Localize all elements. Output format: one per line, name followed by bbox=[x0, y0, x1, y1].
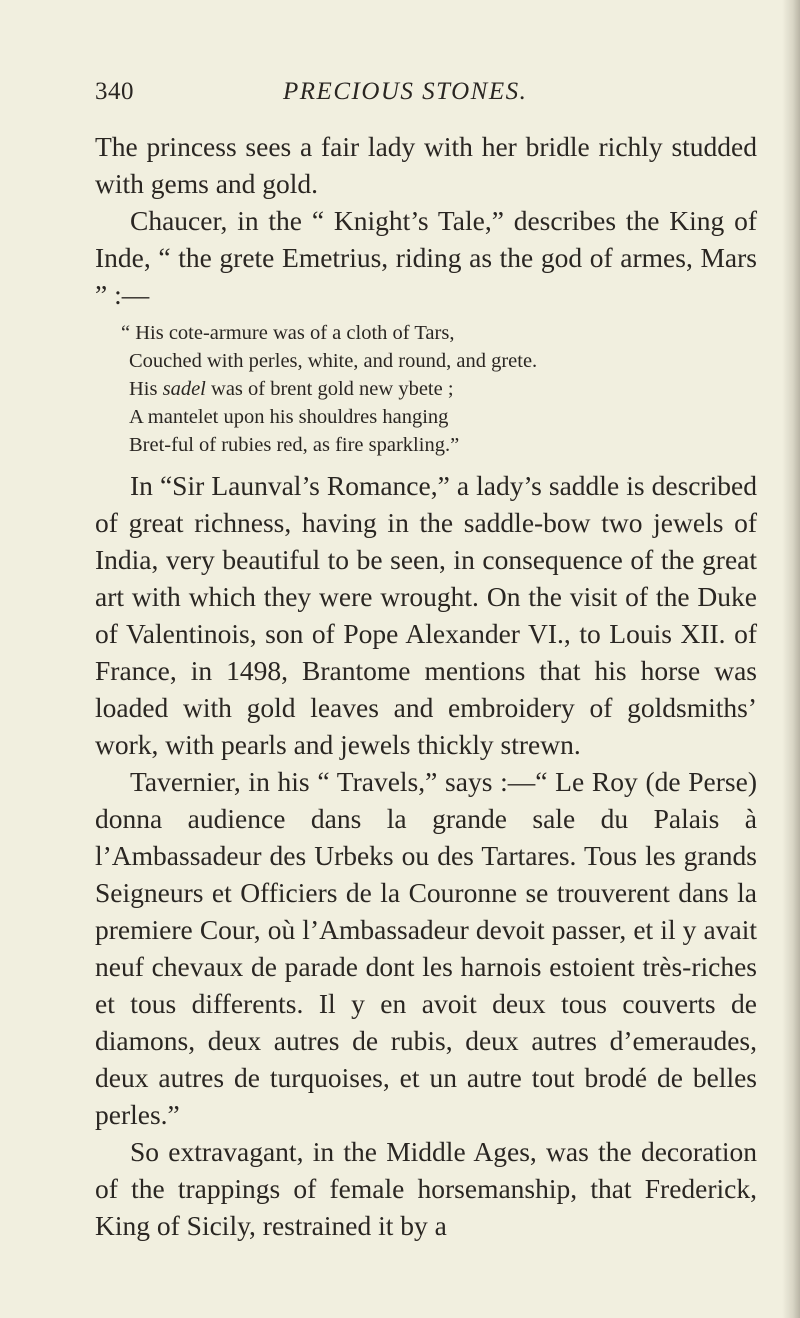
paragraph-5: So extravagant, in the Middle Ages, was the decoration of the trappings of female horsemanship, that Frederick, King of Sicily, restrained it by a bbox=[95, 1136, 757, 1241]
verse-line-1: “ His cote-armure was of a cloth of Tars, bbox=[121, 322, 455, 344]
paragraph-2: Chaucer, in the “ Knight’s Tale,” describes the King of Inde, “ the grete Emetrius, riding as the god of armes, Mars ” :— bbox=[95, 205, 757, 310]
verse-line-3-italic: sadel bbox=[162, 378, 206, 400]
verse-line-2: Couched with perles, white, and round, and grete. bbox=[129, 350, 538, 372]
verse-quotation bbox=[95, 319, 757, 459]
page-edge-shadow bbox=[782, 0, 800, 1318]
page-number: 340 bbox=[95, 78, 134, 105]
verse-line-5: Bret-ful of rubies red, as fire sparkling.” bbox=[129, 434, 460, 456]
page-header bbox=[95, 78, 757, 108]
verse-line-3-post: was of brent gold new ybete ; bbox=[205, 378, 454, 400]
body-text bbox=[95, 128, 757, 1244]
verse-line-3 bbox=[129, 375, 757, 403]
running-head: PRECIOUS STONES. bbox=[283, 78, 528, 105]
paragraph-4: Tavernier, in his “ Travels,” says :—“ Le Roy (de Perse) donna audience dans la grande sale du Palais à l’Ambassadeur des Urbeks ou des Tartares. Tous les grands Seigneurs et Officiers de la Couronne se trouverent dans la premiere Cour, où l’Ambassadeur devoit passer, et il y avait neuf chevaux de parade dont les harnois estoient très-riches et tous differents. Il y en avoit deux tous couverts de diamons, deux autres de rubis, deux autres d’emeraudes, deux autres de turquoises, et un autre tout brodé de belles perles.” bbox=[95, 766, 757, 1130]
verse-line-3-pre: His bbox=[129, 378, 163, 400]
paragraph-1: The princess sees a fair lady with her bridle richly studded with gems and gold. bbox=[95, 131, 757, 199]
paragraph-3: In “Sir Launval’s Romance,” a lady’s saddle is described of great richness, having in the saddle-bow two jewels of India, very beautiful to be seen, in consequence of the great art with which they were wrought. On the visit of the Duke of Valentinois, son of Pope Alexander VI., to Louis XII. of France, in 1498, Brantome mentions that his horse was loaded with gold leaves and embroidery of goldsmiths’ work, with pearls and jewels thickly strewn. bbox=[95, 470, 757, 760]
verse-line-4: A mantelet upon his shouldres hanging bbox=[129, 406, 449, 428]
